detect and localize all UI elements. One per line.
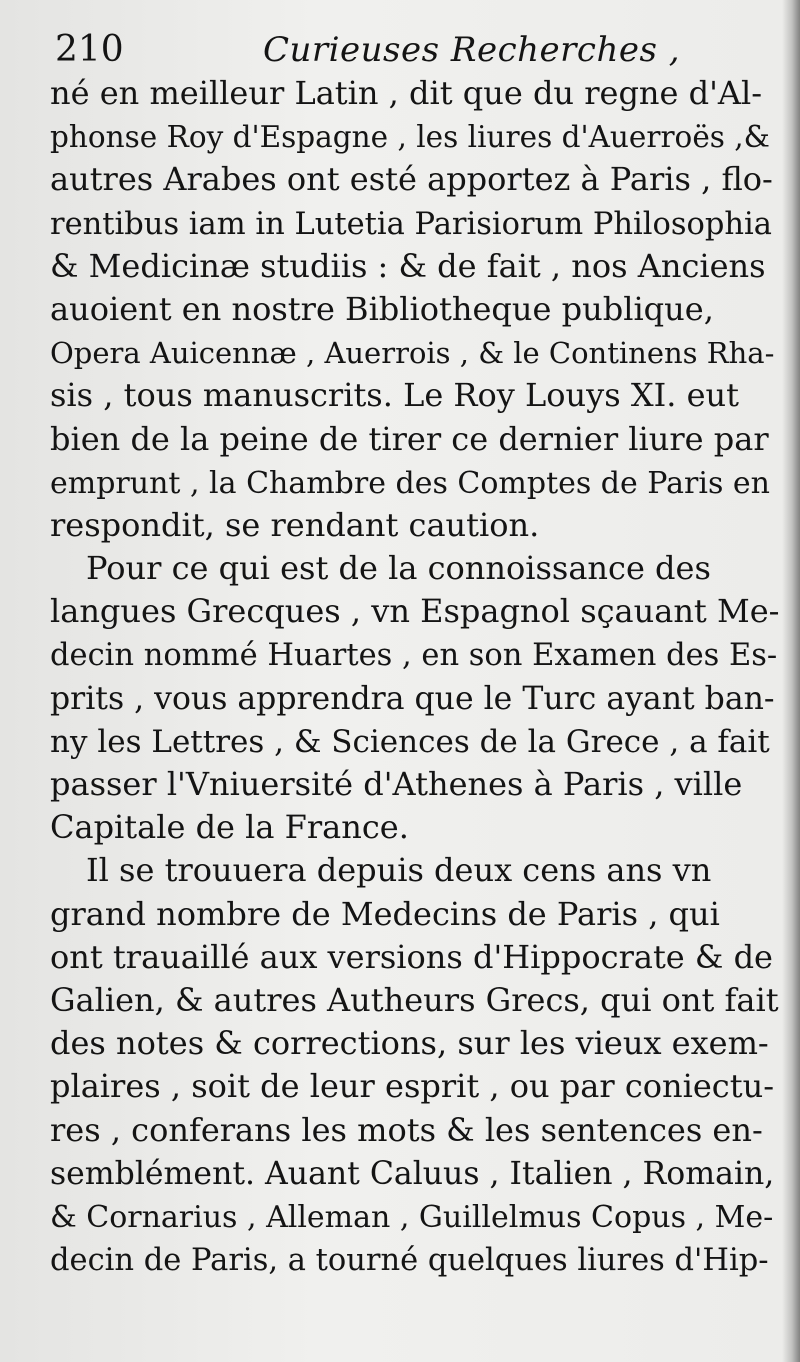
text-line: auoient en nostre Bibliotheque publique, bbox=[50, 289, 714, 328]
text-line: des notes & corrections, sur les vieux exem- bbox=[50, 1024, 769, 1063]
text-line: semblément. Auant Caluus , Italien , Romain, bbox=[50, 1155, 775, 1192]
text-line: & Medicinæ studiis : & de fait , nos Anciens bbox=[50, 246, 766, 285]
body-text bbox=[50, 72, 795, 1281]
text-line: phonse Roy d'Espagne , les liures d'Auerroës ,& bbox=[50, 120, 770, 155]
text-line: respondit, se rendant caution. bbox=[50, 505, 540, 544]
text-line: res , conferans les mots & les sentences en- bbox=[50, 1110, 763, 1149]
text-line: prits , vous apprendra que le Turc ayant ban- bbox=[50, 680, 775, 717]
text-line: grand nombre de Medecins de Paris , qui bbox=[50, 894, 720, 933]
text-line: sis , tous manuscrits. Le Roy Louys XI. eut bbox=[50, 376, 739, 415]
text-line: decin de Paris, a tourné quelques liures d'Hip- bbox=[50, 1243, 769, 1279]
text-line: Galien, & autres Autheurs Grecs, qui ont fait bbox=[50, 980, 779, 1019]
text-line: Opera Auicennæ , Auerrois , & le Continens Rha- bbox=[50, 336, 775, 371]
text-line: decin nommé Huartes , en son Examen des Es- bbox=[50, 638, 778, 674]
text-line: langues Grecques , vn Espagnol sçauant Me- bbox=[50, 592, 780, 631]
text-line: plaires , soit de leur esprit , ou par coniectu- bbox=[50, 1067, 774, 1106]
text-line: Capitale de la France. bbox=[50, 808, 409, 847]
text-line: ny les Lettres , & Sciences de la Grece , a fait bbox=[50, 723, 770, 760]
text-line: né en meilleur Latin , dit que du regne d'Al- bbox=[50, 74, 763, 112]
text-line: & Cornarius , Alleman , Guillelmus Copus , Me- bbox=[50, 1199, 774, 1235]
text-line: ont trauaillé aux versions d'Hippocrate & de bbox=[50, 937, 773, 976]
paragraph-first-line: Il se trouuera depuis deux cens ans vn bbox=[86, 851, 712, 890]
text-line: emprunt , la Chambre des Comptes de Paris en bbox=[50, 465, 770, 501]
text-line: passer l'Vniuersité d'Athenes à Paris , ville bbox=[50, 765, 743, 803]
binding-gutter-shadow bbox=[782, 0, 800, 1362]
text-line: autres Arabes ont esté apportez à Paris , flo- bbox=[50, 160, 773, 199]
page-header bbox=[55, 24, 755, 76]
page-number: 210 bbox=[55, 29, 124, 70]
paragraph-first-line: Pour ce qui est de la connoissance des bbox=[86, 549, 711, 588]
text-line: rentibus iam in Lutetia Parisiorum Philosophia bbox=[50, 206, 772, 242]
text-line: bien de la peine de tirer ce dernier liure par bbox=[50, 419, 769, 458]
running-title: Curieuses Recherches , bbox=[263, 30, 681, 70]
